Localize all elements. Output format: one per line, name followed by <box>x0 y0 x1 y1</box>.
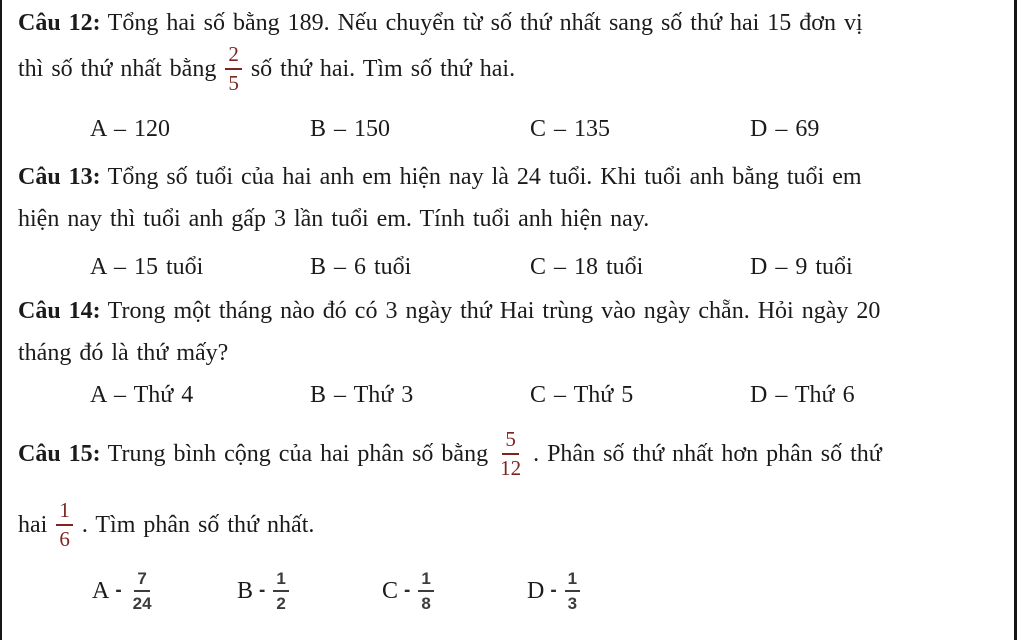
question-12-answers <box>18 114 1006 144</box>
question-15-line-2 <box>18 494 1006 556</box>
answer-option-b: B – 150 <box>310 115 391 142</box>
fraction-numerator: 7 <box>134 570 149 592</box>
answer-option-a: A – 15 tuổi <box>90 253 204 280</box>
answer-option-c: C – Thứ 5 <box>530 381 634 408</box>
question-14-label: Câu 14: <box>18 298 101 324</box>
question-12-line-1 <box>18 8 1006 38</box>
answer-dash: - <box>404 580 411 601</box>
fraction-denominator: 3 <box>567 594 578 613</box>
question-14-answers <box>18 380 1006 410</box>
answer-option-b: B – 6 tuổi <box>310 253 412 280</box>
question-13-text-1: Tổng số tuổi của hai anh em hiện nay là 24 tuổi. Khi tuổi anh bằng tuổi em <box>107 164 862 190</box>
question-14-line-2: tháng đó là thứ mấy? <box>18 340 229 366</box>
fraction-one-half <box>273 570 288 612</box>
question-15-answers <box>18 562 1006 620</box>
question-13-line-1 <box>18 162 1006 192</box>
fraction-denominator: 12 <box>500 456 522 480</box>
answer-option-b <box>237 570 382 612</box>
answer-letter: D <box>527 577 545 604</box>
question-12-text-1: Tổng hai số bằng 189. Nếu chuyển từ số thứ nhất sang số thứ hai 15 đơn vị <box>107 10 863 36</box>
left-border-line <box>0 0 2 640</box>
question-13-label: Câu 13: <box>18 164 101 190</box>
fraction-numerator: 1 <box>273 570 288 592</box>
answer-option-c: C – 18 tuổi <box>530 253 644 280</box>
fraction-numerator: 1 <box>418 570 433 592</box>
answer-letter: B <box>237 577 254 604</box>
answer-letter: C <box>382 577 399 604</box>
question-15-label: Câu 15: <box>18 440 101 467</box>
question-12-text-2a: thì số thứ nhất bằng <box>18 55 217 82</box>
answer-option-c: C – 135 <box>530 115 611 142</box>
answer-option-c <box>382 570 527 612</box>
fraction-denominator: 2 <box>276 594 286 613</box>
answer-option-a: A – Thứ 4 <box>90 381 194 408</box>
question-15-text-2a: hai <box>18 511 48 538</box>
answer-letter: A <box>92 577 110 604</box>
answer-dash: - <box>550 580 557 601</box>
fraction-numerator: 1 <box>56 500 73 526</box>
fraction-denominator: 6 <box>59 527 70 551</box>
question-13-line-2: hiện nay thì tuổi anh gấp 3 lần tuổi em. Tính tuổi anh hiện nay. <box>18 206 650 232</box>
fraction-numerator: 5 <box>502 429 519 455</box>
fraction-one-sixth <box>56 500 73 550</box>
fraction-numerator: 1 <box>565 570 580 592</box>
question-15-text-2b: . Tìm phân số thứ nhất. <box>81 511 315 538</box>
fraction-one-eighth <box>418 570 433 612</box>
fraction-denominator: 8 <box>421 594 431 613</box>
right-border-line <box>1014 0 1017 640</box>
fraction-seven-twentyfourths <box>130 570 155 612</box>
answer-dash: - <box>115 580 122 601</box>
fraction-denominator: 5 <box>228 71 239 95</box>
fraction-numerator: 2 <box>225 44 242 70</box>
question-12-line-2 <box>18 38 1006 100</box>
question-12-label: Câu 12: <box>18 10 101 36</box>
question-15-text-1a: Trung bình cộng của hai phân số bằng <box>107 440 489 467</box>
question-14-line-1 <box>18 296 1006 326</box>
answer-option-d: D – 9 tuổi <box>750 253 853 280</box>
answer-option-d: D – 69 <box>750 115 820 142</box>
fraction-five-twelfths <box>497 429 524 479</box>
question-15-line-1 <box>18 422 1006 486</box>
answer-option-d: D – Thứ 6 <box>750 381 855 408</box>
worksheet-content <box>18 6 1006 620</box>
answer-option-a <box>92 570 237 612</box>
question-15-text-1b: . Phân số thứ nhất hơn phân số thứ <box>533 440 882 467</box>
fraction-denominator: 24 <box>132 594 152 613</box>
question-13-answers <box>18 252 1006 282</box>
answer-option-b: B – Thứ 3 <box>310 381 414 408</box>
question-12-text-2b: số thứ hai. Tìm số thứ hai. <box>250 55 516 82</box>
question-14-text-1: Trong một tháng nào đó có 3 ngày thứ Hai trùng vào ngày chẵn. Hỏi ngày 20 <box>107 298 881 324</box>
fraction-two-fifths <box>225 44 242 94</box>
answer-option-d <box>527 570 672 612</box>
answer-dash: - <box>259 580 266 601</box>
answer-option-a: A – 120 <box>90 115 171 142</box>
fraction-one-third <box>565 570 580 612</box>
